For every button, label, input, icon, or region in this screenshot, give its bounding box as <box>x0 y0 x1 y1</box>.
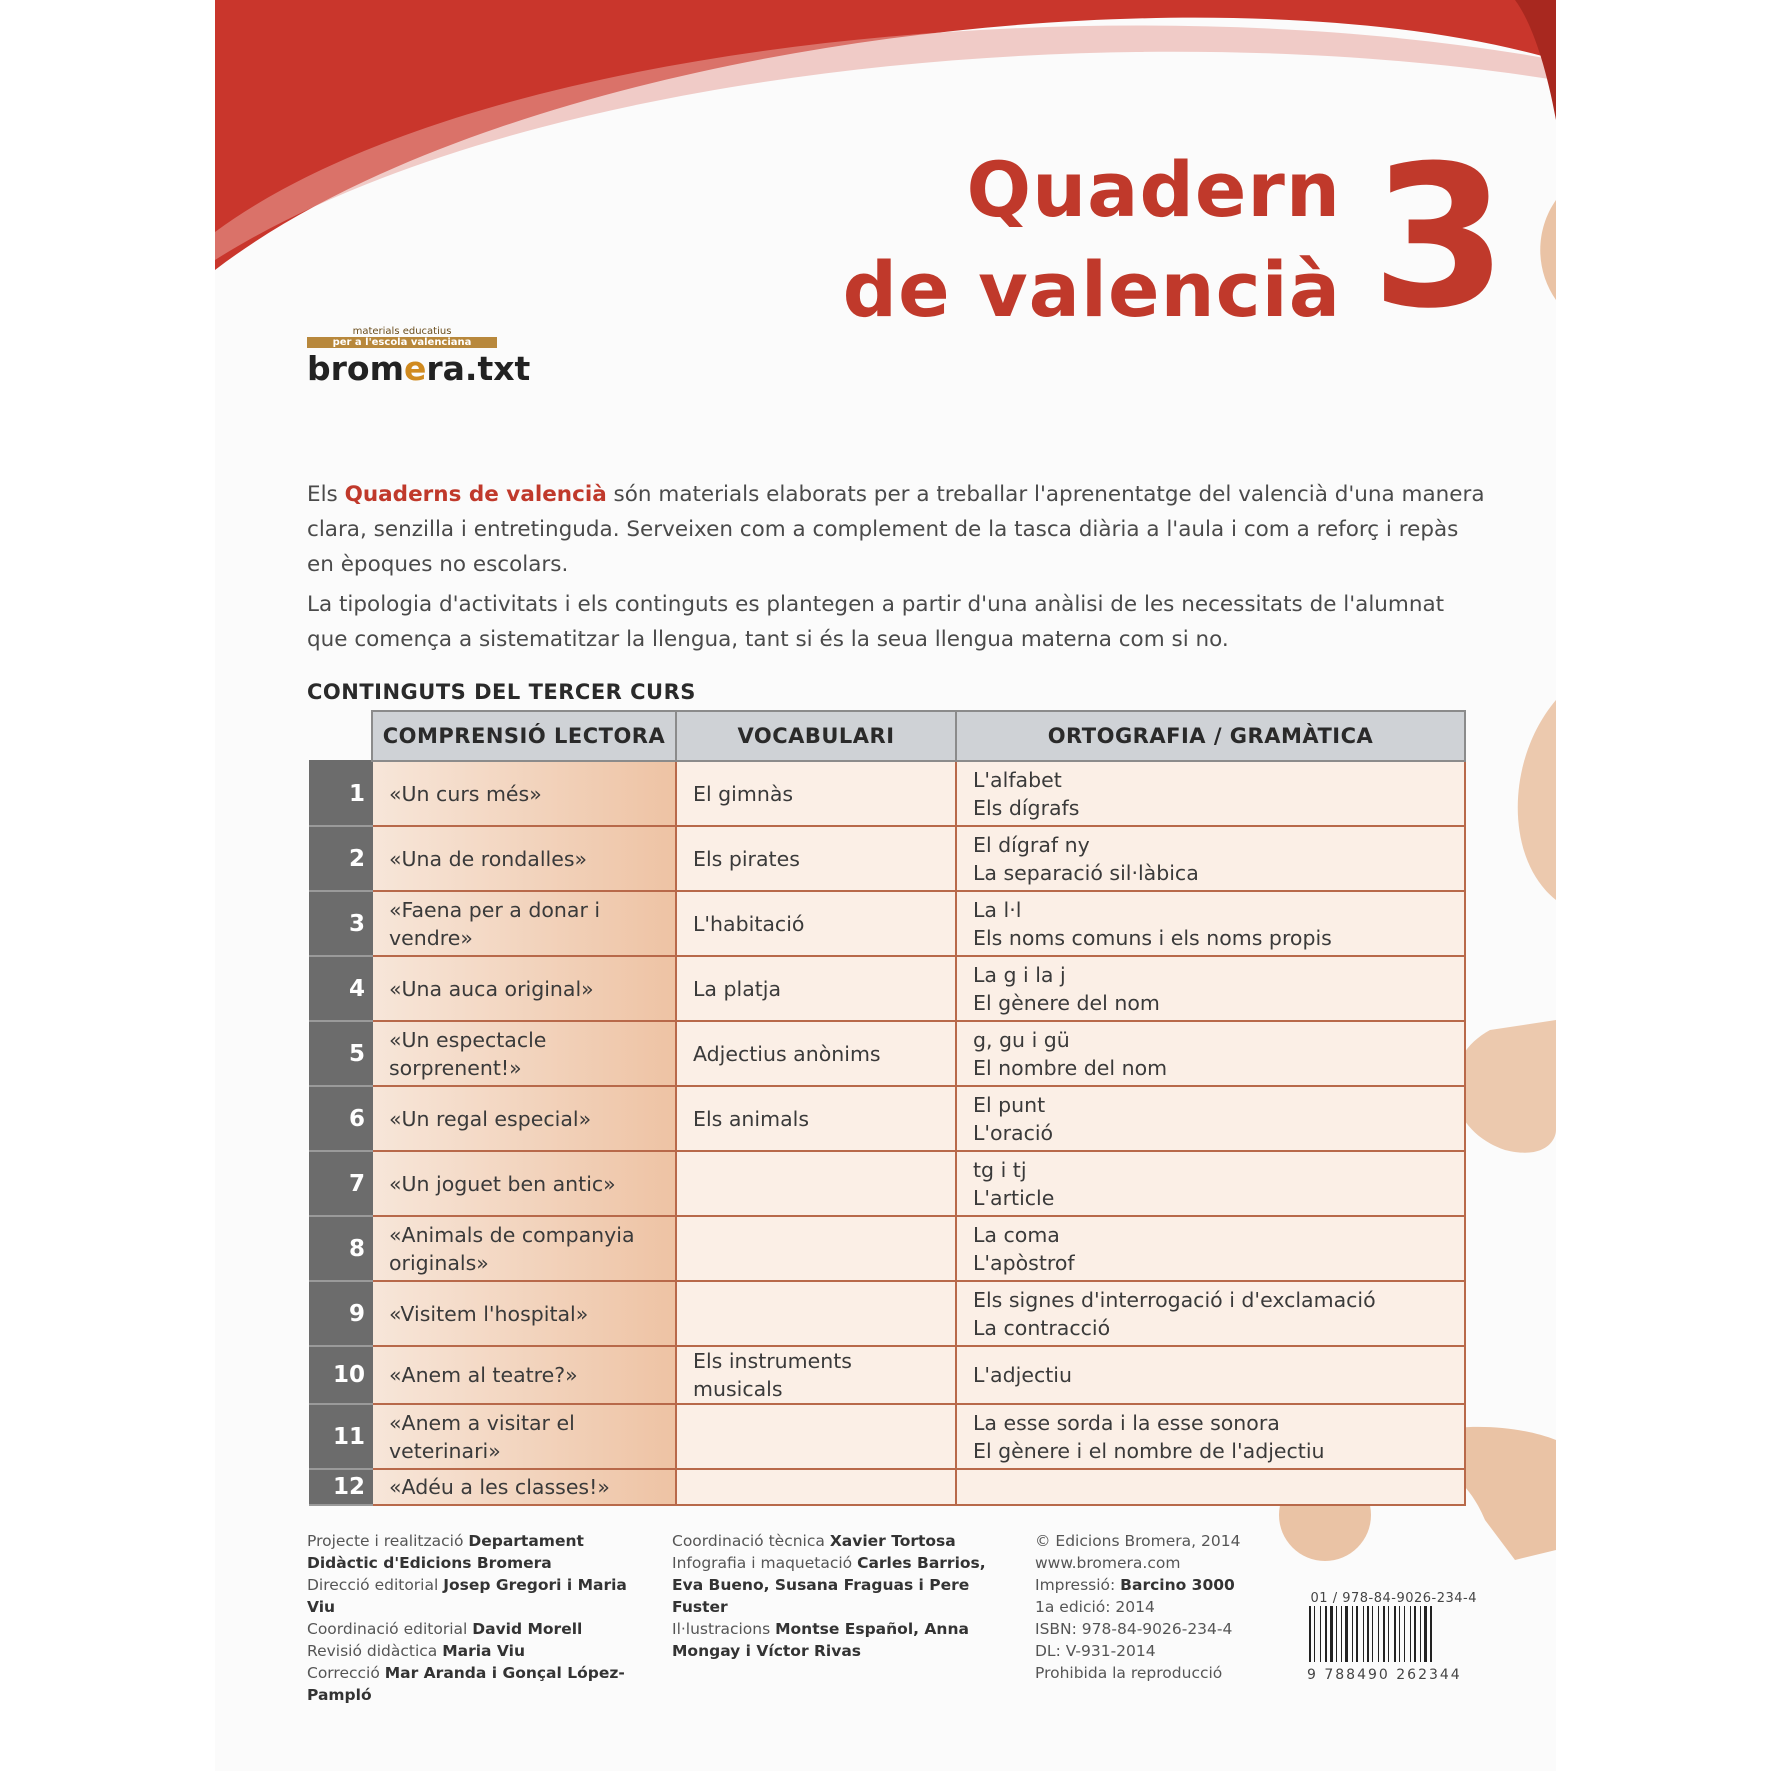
barcode-bar <box>1414 1606 1416 1662</box>
contents-table-body <box>310 761 1465 1505</box>
credit-line <box>1035 1574 1275 1596</box>
vocabulary-cell <box>676 1151 956 1216</box>
grammar-cell <box>956 1346 1465 1404</box>
credit-name: Maria Viu <box>442 1642 525 1660</box>
grammar-line: Els signes d'interrogació i d'exclamació <box>973 1287 1376 1312</box>
barcode-bar <box>1345 1606 1348 1662</box>
tan-swirl-2 <box>1518 700 1556 900</box>
vocabulary-cell <box>676 1281 956 1346</box>
barcode-bar <box>1314 1606 1315 1662</box>
reading-cell: «Faena per a donar i vendre» <box>372 891 676 956</box>
vocabulary-cell: Els instruments musicals <box>676 1346 956 1404</box>
lesson-number: 5 <box>310 1021 372 1086</box>
vocabulary-cell <box>676 1404 956 1469</box>
reading-cell: «Una auca original» <box>372 956 676 1021</box>
barcode-number: 9 788490 262344 <box>1307 1667 1462 1683</box>
reading-cell: «Un curs més» <box>372 761 676 826</box>
credit-role: Infografia i maquetació <box>672 1554 858 1572</box>
intro-p1-bold: Quaderns de valencià <box>344 481 607 507</box>
table-row <box>310 956 1465 1021</box>
contents-heading: CONTINGUTS DEL TERCER CURS <box>307 680 696 704</box>
credit-name: Montse Español, Anna Mongay i Víctor Rivas <box>672 1620 969 1660</box>
grammar-line: La g i la j <box>973 962 1066 987</box>
tan-swirl-3 <box>1454 1020 1556 1153</box>
credit-role: Projecte i realització <box>307 1532 469 1550</box>
publisher-logo <box>307 326 531 388</box>
grammar-cell <box>956 1021 1465 1086</box>
table-row <box>310 826 1465 891</box>
vocabulary-cell: Els pirates <box>676 826 956 891</box>
barcode-bar <box>1363 1606 1364 1662</box>
barcode-isbn-top: 01 / 978-84-9026-234-4 <box>1310 1591 1477 1606</box>
grammar-cell <box>956 956 1465 1021</box>
barcode-bar <box>1325 1606 1327 1662</box>
table-row <box>310 1151 1465 1216</box>
barcode-bar <box>1430 1606 1432 1662</box>
barcode-block <box>1307 1591 1477 1683</box>
credit-role: www.bromera.com <box>1035 1554 1181 1572</box>
grammar-cell <box>956 1281 1465 1346</box>
lesson-number: 10 <box>310 1346 372 1404</box>
grammar-cell <box>956 826 1465 891</box>
barcode-bar <box>1356 1606 1358 1662</box>
credits-column-1 <box>307 1530 637 1706</box>
lesson-number: 6 <box>310 1086 372 1151</box>
lesson-number: 1 <box>310 761 372 826</box>
credit-role: Prohibida la reproducció <box>1035 1664 1223 1682</box>
grammar-line: L'apòstrof <box>973 1250 1075 1275</box>
credit-role: DL: V-931-2014 <box>1035 1642 1156 1660</box>
lesson-number: 12 <box>310 1469 372 1505</box>
table-row <box>310 1346 1465 1404</box>
vocabulary-cell: L'habitació <box>676 891 956 956</box>
lesson-number: 4 <box>310 956 372 1021</box>
grammar-line: El gènere del nom <box>973 990 1160 1015</box>
barcode-bar <box>1383 1606 1385 1662</box>
lesson-number: 11 <box>310 1404 372 1469</box>
header-grammar: ORTOGRAFIA / GRAMÀTICA <box>956 711 1465 761</box>
credit-line <box>1035 1530 1275 1552</box>
grammar-line: L'oració <box>973 1120 1054 1145</box>
credit-line <box>1035 1596 1275 1618</box>
grammar-cell <box>956 1151 1465 1216</box>
grammar-line: L'adjectiu <box>973 1363 1072 1387</box>
grammar-line: El dígraf ny <box>973 832 1090 857</box>
credit-line <box>307 1618 637 1640</box>
contents-table <box>309 710 1466 1506</box>
credit-name: Departament Didàctic d'Edicions Bromera <box>307 1532 584 1572</box>
book-title-line-1: Quadern <box>966 145 1341 234</box>
logo-name-accent: e <box>403 349 427 388</box>
credit-name: Josep Gregori i Maria Viu <box>307 1576 627 1616</box>
credit-role: Il·lustracions <box>672 1620 776 1638</box>
barcode-bar <box>1330 1606 1333 1662</box>
volume-number: 3 <box>1371 124 1508 352</box>
barcode-bar <box>1394 1606 1396 1662</box>
vocabulary-cell: Els animals <box>676 1086 956 1151</box>
credit-role: 1a edició: 2014 <box>1035 1598 1155 1616</box>
table-row <box>310 1404 1465 1469</box>
credit-line <box>307 1640 637 1662</box>
credit-role: Impressió: <box>1035 1576 1121 1594</box>
table-row <box>310 1281 1465 1346</box>
grammar-line: La separació sil·làbica <box>973 860 1199 885</box>
lesson-number: 2 <box>310 826 372 891</box>
credits-column-2 <box>672 1530 1012 1662</box>
vocabulary-cell: La platja <box>676 956 956 1021</box>
intro-p1-after: són materials elaborats per a treballar l'aprenentatge del valencià d'una manera clara, senzilla i entretinguda. Serveixen com a complement de la tasca diària a l'aula i com a reforç i repàs en èpoques no escolars. <box>307 481 1485 577</box>
credit-name: David Morell <box>472 1620 583 1638</box>
grammar-line: Els noms comuns i els noms propis <box>973 925 1332 950</box>
credit-line <box>672 1530 1012 1552</box>
credit-role: Correcció <box>307 1664 385 1682</box>
credit-line <box>1035 1662 1275 1684</box>
barcode-icon <box>1307 1606 1477 1662</box>
reading-cell: «Visitem l'hospital» <box>372 1281 676 1346</box>
barcode-bar <box>1309 1606 1311 1662</box>
credit-line <box>307 1530 637 1574</box>
vocabulary-cell <box>676 1216 956 1281</box>
barcode-bar <box>1378 1606 1379 1662</box>
grammar-cell <box>956 1216 1465 1281</box>
table-row <box>310 891 1465 956</box>
header-blank-cell <box>310 711 372 761</box>
credit-role: © Edicions Bromera, 2014 <box>1035 1532 1241 1550</box>
grammar-line: El nombre del nom <box>973 1055 1168 1080</box>
barcode-bar <box>1372 1606 1373 1662</box>
table-row <box>310 1086 1465 1151</box>
credit-role: Revisió didàctica <box>307 1642 443 1660</box>
grammar-line: La coma <box>973 1222 1060 1247</box>
credit-role: Direcció editorial <box>307 1576 444 1594</box>
header-vocabulary: VOCABULARI <box>676 711 956 761</box>
logo-tagline-bar: per a l'escola valenciana <box>307 337 497 348</box>
book-title-line-2: de valencià <box>842 245 1341 334</box>
grammar-cell <box>956 761 1465 826</box>
credit-line <box>672 1618 1012 1662</box>
grammar-line: El punt <box>973 1092 1046 1117</box>
credit-line <box>672 1552 1012 1618</box>
credit-line <box>1035 1552 1275 1574</box>
credits-column-3 <box>1035 1530 1275 1684</box>
grammar-cell <box>956 1404 1465 1469</box>
grammar-cell <box>956 1086 1465 1151</box>
reading-cell: «Un espectacle sorprenent!» <box>372 1021 676 1086</box>
barcode-bar <box>1404 1606 1405 1662</box>
grammar-line: El gènere i el nombre de l'adjectiu <box>973 1438 1325 1463</box>
intro-paragraph-1 <box>307 477 1487 582</box>
reading-cell: «Animals de companyia originals» <box>372 1216 676 1281</box>
credit-role: Coordinació tècnica <box>672 1532 830 1550</box>
reading-cell: «Anem al teatre?» <box>372 1346 676 1404</box>
grammar-line: La esse sorda i la esse sonora <box>973 1410 1280 1435</box>
barcode-bar <box>1420 1606 1421 1662</box>
vocabulary-cell <box>676 1469 956 1505</box>
barcode-bar <box>1352 1606 1353 1662</box>
barcode-bar <box>1410 1606 1411 1662</box>
grammar-line: La contracció <box>973 1315 1111 1340</box>
barcode-bar <box>1336 1606 1337 1662</box>
credit-name: Xavier Tortosa <box>829 1532 956 1550</box>
intro-paragraph-2: La tipologia d'activitats i els continguts es plantegen a partir d'una anàlisi de les necessitats de l'alumnat que comença a sistematitzar la llengua, tant si és la seua llengua materna com si no. <box>307 591 1445 652</box>
credit-line <box>307 1662 637 1706</box>
reading-cell: «Una de rondalles» <box>372 826 676 891</box>
grammar-line: g, gu i gü <box>973 1027 1070 1052</box>
header-reading: COMPRENSIÓ LECTORA <box>372 711 676 761</box>
credit-line <box>1035 1618 1275 1640</box>
credit-line <box>1035 1640 1275 1662</box>
table-header-row <box>310 711 1465 761</box>
table-row <box>310 1021 1465 1086</box>
grammar-line: La l·l <box>973 897 1022 922</box>
grammar-line: L'article <box>973 1185 1055 1210</box>
barcode-bar <box>1388 1606 1389 1662</box>
barcode-bar <box>1320 1606 1321 1662</box>
grammar-line: tg i tj <box>973 1157 1027 1182</box>
table-row <box>310 761 1465 826</box>
reading-cell: «Anem a visitar el veterinari» <box>372 1404 676 1469</box>
credit-name: Barcino 3000 <box>1120 1576 1235 1594</box>
reading-cell: «Un regal especial» <box>372 1086 676 1151</box>
reading-cell: «Adéu a les classes!» <box>372 1469 676 1505</box>
table-row <box>310 1216 1465 1281</box>
vocabulary-cell: El gimnàs <box>676 761 956 826</box>
lesson-number: 7 <box>310 1151 372 1216</box>
barcode-bar <box>1367 1606 1369 1662</box>
logo-name-part1: brom <box>307 349 404 388</box>
barcode-bar <box>1341 1606 1342 1662</box>
lesson-number: 9 <box>310 1281 372 1346</box>
credit-name: Carles Barrios, Eva Bueno, Susana Fraguas i Pere Fuster <box>672 1554 986 1616</box>
tan-swirl-1 <box>1540 200 1556 300</box>
table-row <box>310 1469 1465 1505</box>
barcode-bar <box>1399 1606 1400 1662</box>
lesson-number: 8 <box>310 1216 372 1281</box>
reading-cell: «Un joguet ben antic» <box>372 1151 676 1216</box>
grammar-line: Els dígrafs <box>973 795 1080 820</box>
credit-role: Coordinació editorial <box>307 1620 473 1638</box>
logo-wordmark <box>307 349 531 388</box>
credit-line <box>307 1574 637 1618</box>
logo-tagline-top: materials educatius <box>352 326 452 337</box>
grammar-cell <box>956 1469 1465 1505</box>
lesson-number: 3 <box>310 891 372 956</box>
logo-name-part2: ra.txt <box>426 349 531 388</box>
barcode-bar <box>1424 1606 1427 1662</box>
credit-role: ISBN: 978-84-9026-234-4 <box>1035 1620 1233 1638</box>
grammar-line: L'alfabet <box>973 767 1062 792</box>
grammar-cell <box>956 891 1465 956</box>
book-back-cover <box>215 0 1556 1771</box>
credit-name: Mar Aranda i Gonçal López-Pampló <box>307 1664 625 1704</box>
vocabulary-cell: Adjectius anònims <box>676 1021 956 1086</box>
intro-p1-before: Els <box>307 481 345 507</box>
